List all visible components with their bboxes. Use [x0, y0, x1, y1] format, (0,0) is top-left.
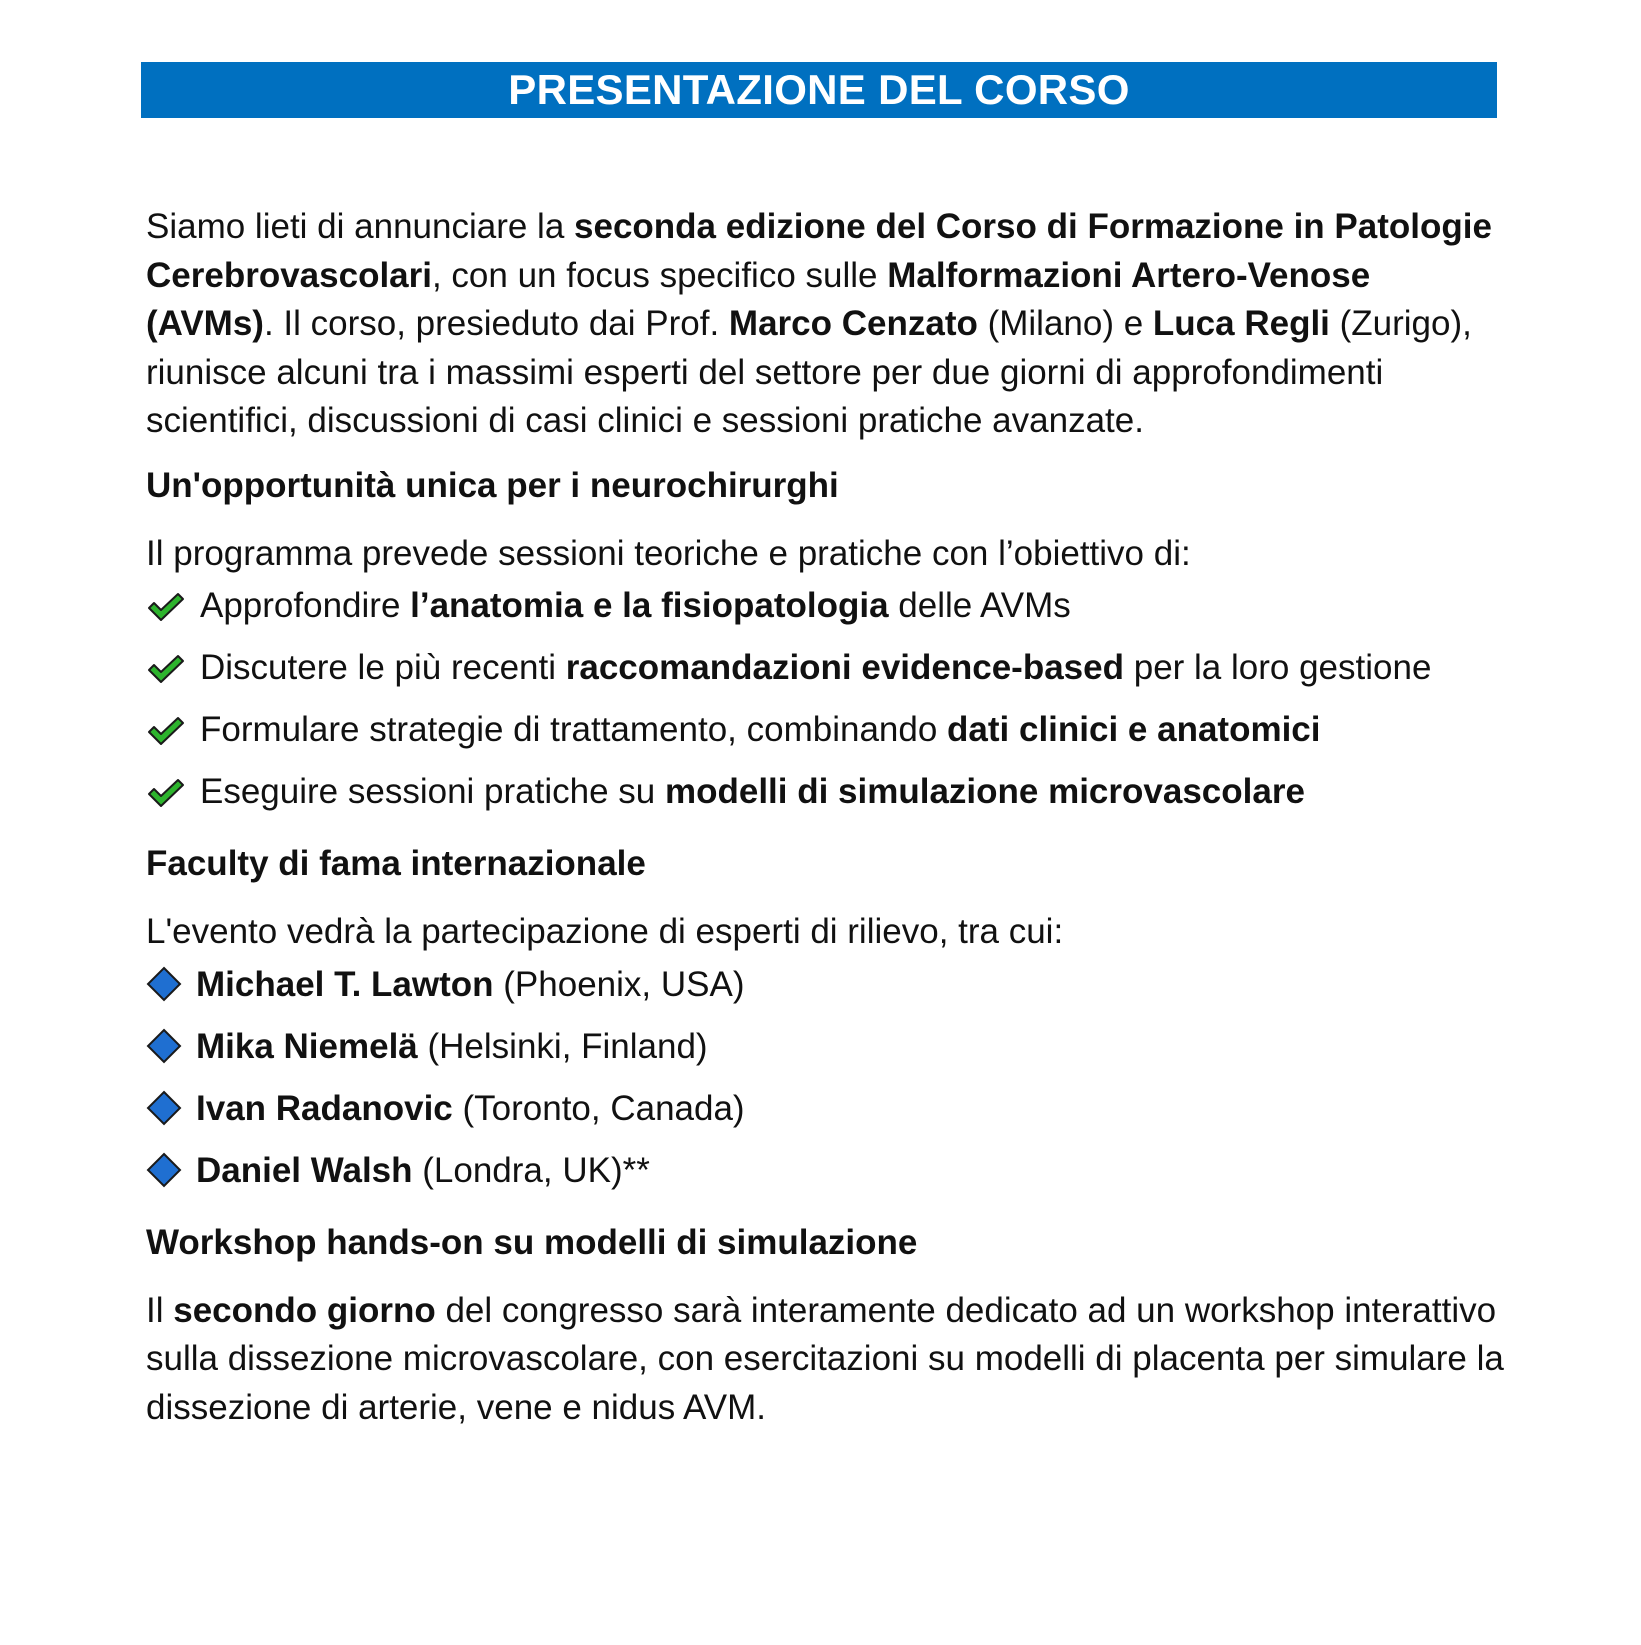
- list-item: [146, 766, 1506, 824]
- workshop-paragraph: [146, 1287, 1506, 1433]
- intro-text-5: (Zurigo), riunisce alcuni tra i massimi esperti del settore per due giorni di approfondimenti scientifici, discussioni di casi clinici e sessioni pratiche avanzate.: [146, 304, 1472, 440]
- item-text: Eseguire sessioni pratiche su: [200, 772, 665, 811]
- intro-text-1: Siamo lieti di annunciare la: [146, 207, 575, 246]
- faculty-place: (Toronto, Canada): [452, 1088, 745, 1128]
- faculty-place: (Phoenix, USA): [493, 964, 745, 1004]
- intro-text-4: (Milano) e: [977, 304, 1153, 343]
- faculty-name: Michael T. Lawton: [196, 964, 494, 1004]
- list-item: [146, 642, 1506, 700]
- item-bold: l’anatomia e la fisiopatologia: [410, 586, 889, 625]
- intro-bold-1: seconda edizione del Corso di Formazione in Patologie Cerebrovascolari: [146, 207, 1492, 295]
- main-content: [146, 203, 1506, 1432]
- diamond-icon: [146, 1151, 182, 1203]
- item-text: Discutere le più recenti: [200, 648, 566, 687]
- item-bold: dati clinici e anatomici: [947, 710, 1321, 749]
- page-title-banner: [141, 62, 1497, 118]
- workshop-text-1: Il: [146, 1290, 174, 1330]
- page-title: PRESENTAZIONE DEL CORSO: [508, 66, 1130, 113]
- faculty-name: Mika Niemelä: [196, 1026, 418, 1066]
- diamond-icon: [146, 1027, 182, 1079]
- intro-text-2: , con un focus specifico sulle: [431, 255, 888, 295]
- list-item: [146, 959, 1506, 1017]
- list-item: [146, 1145, 1506, 1203]
- section-heading-opportunity: Un'opportunità unica per i neurochirurghi: [146, 465, 839, 505]
- list-item: [146, 1021, 1506, 1079]
- workshop-text-2: del congresso sarà interamente dedicato ad un workshop interattivo sulla dissezione microvascolare, con esercitazioni su modelli di placenta per simulare la dissezione di arterie, vene e nidus AVM.: [146, 1290, 1504, 1427]
- section-heading-faculty: Faculty di fama internazionale: [146, 844, 646, 883]
- intro-paragraph: [146, 203, 1506, 446]
- faculty-place: (Londra, UK)**: [412, 1150, 650, 1190]
- faculty-place: (Helsinki, Finland): [417, 1026, 708, 1066]
- diamond-icon: [146, 965, 182, 1017]
- checkmark-icon: [146, 586, 186, 638]
- checkmark-icon: [146, 648, 186, 700]
- item-text: Approfondire: [200, 586, 411, 625]
- faculty-lead: L'evento vedrà la partecipazione di esperti di rilievo, tra cui:: [146, 912, 1064, 951]
- faculty-name: Daniel Walsh: [196, 1150, 413, 1190]
- objectives-lead: Il programma prevede sessioni teoriche e pratiche con l’obiettivo di:: [146, 533, 1191, 573]
- faculty-list: [146, 959, 1506, 1203]
- checkmark-icon: [146, 772, 186, 824]
- item-bold: raccomandazioni evidence-based: [565, 648, 1124, 687]
- list-item: [146, 704, 1506, 762]
- list-item: [146, 580, 1506, 638]
- intro-bold-3: Marco Cenzato: [728, 304, 978, 343]
- item-bold: modelli di simulazione microvascolare: [664, 772, 1305, 811]
- objectives-list: [146, 580, 1506, 824]
- item-text: Formulare strategie di trattamento, combinando: [200, 710, 948, 749]
- intro-bold-2: Malformazioni Artero-Venose (AVMs): [146, 255, 1371, 343]
- item-text-post: per la loro gestione: [1124, 648, 1432, 687]
- list-item: [146, 1083, 1506, 1141]
- checkmark-icon: [146, 710, 186, 762]
- workshop-bold: secondo giorno: [173, 1290, 436, 1330]
- section-heading-workshop: Workshop hands-on su modelli di simulazione: [146, 1222, 918, 1262]
- item-text-post: delle AVMs: [888, 586, 1071, 625]
- intro-bold-4: Luca Regli: [1152, 304, 1330, 343]
- faculty-name: Ivan Radanovic: [196, 1088, 453, 1128]
- intro-text-3: . Il corso, presieduto dai Prof.: [263, 304, 729, 343]
- diamond-icon: [146, 1089, 182, 1141]
